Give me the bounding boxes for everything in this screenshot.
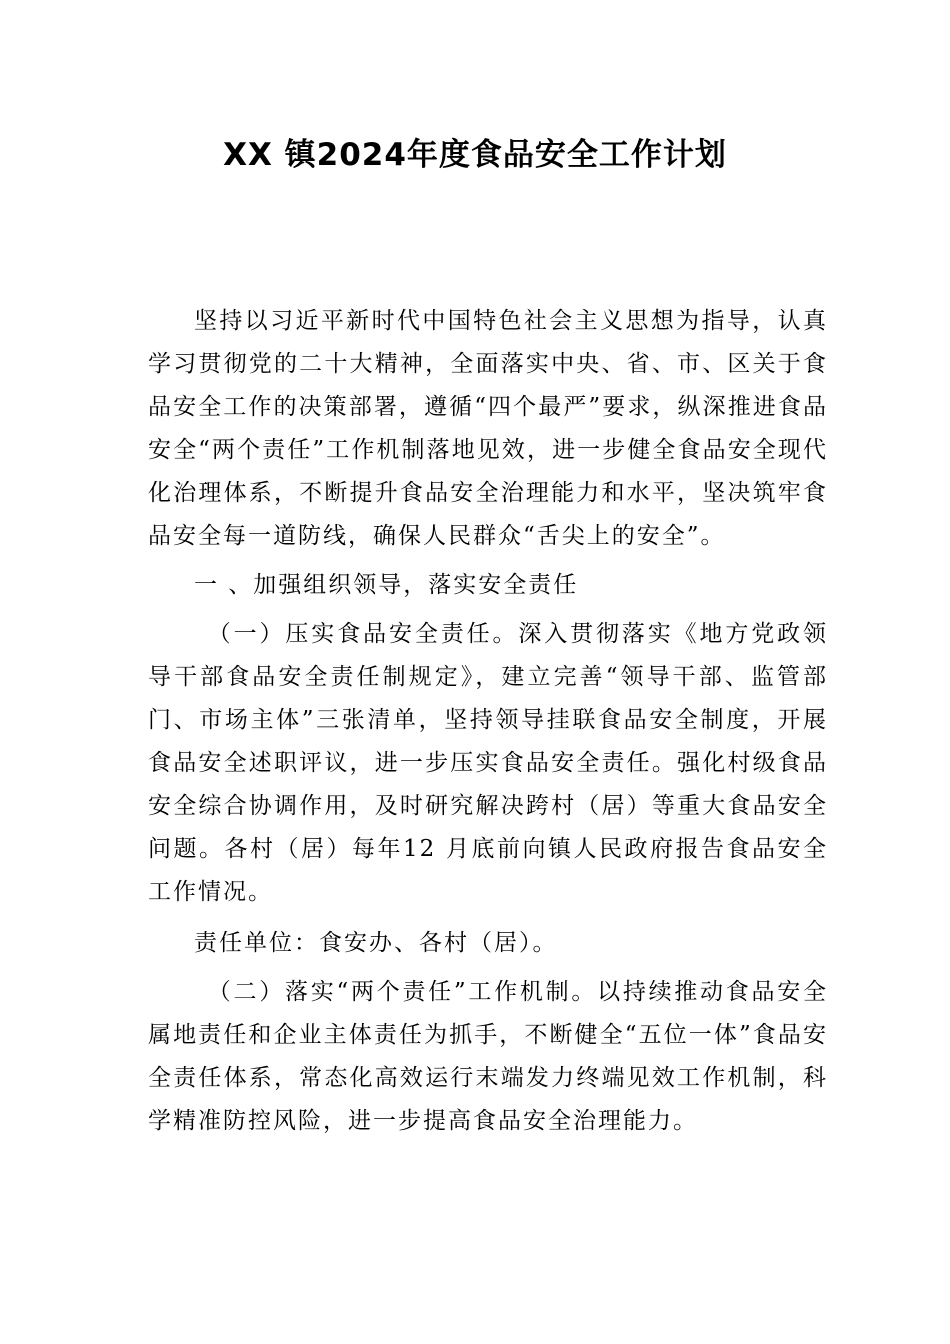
document-title: XX 镇2024年度食品安全工作计划 — [223, 137, 727, 173]
document-body — [148, 300, 828, 1143]
responsible-units: 责任单位：食安办、各村（居）。 — [194, 930, 558, 956]
section-heading: 一 、加强组织领导，落实安全责任 — [194, 572, 579, 598]
item-paragraph-2: （二）落实“两个责任”工作机制。以持续推动食品安全属地责任和企业主体责任为抓手，不断健全“五位一体”食品安全责任体系，常态化高效运行末端发力终端见效工作机制，科学精准防控风险，进一步提高食品安全治理能力。 — [148, 979, 828, 1134]
item-paragraph-1: （一）压实食品安全责任。深入贯彻落实《地方党政领导干部食品安全责任制规定》，建立完善“领导干部、监管部门、市场主体”三张清单，坚持领导挂联食品安全制度，开展食品安全述职评议，进一步压实食品安全责任。强化村级食品安全综合协调作用，及时研究解决跨村（居）等重大食品安全问题。各村（居）每年12 月底前向镇人民政府报告食品安全工作情况。 — [148, 621, 828, 905]
intro-paragraph: 坚持以习近平新时代中国特色社会主义思想为指导，认真学习贯彻党的二十大精神，全面落实中央、省、市、区关于食品安全工作的决策部署，遵循“四个最严”要求，纵深推进食品安全“两个责任”工作机制落地见效，进一步健全食品安全现代化治理体系，不断提升食品安全治理能力和水平，坚决筑牢食品安全每一道防线，确保人民群众“舌尖上的安全”。 — [148, 308, 828, 549]
